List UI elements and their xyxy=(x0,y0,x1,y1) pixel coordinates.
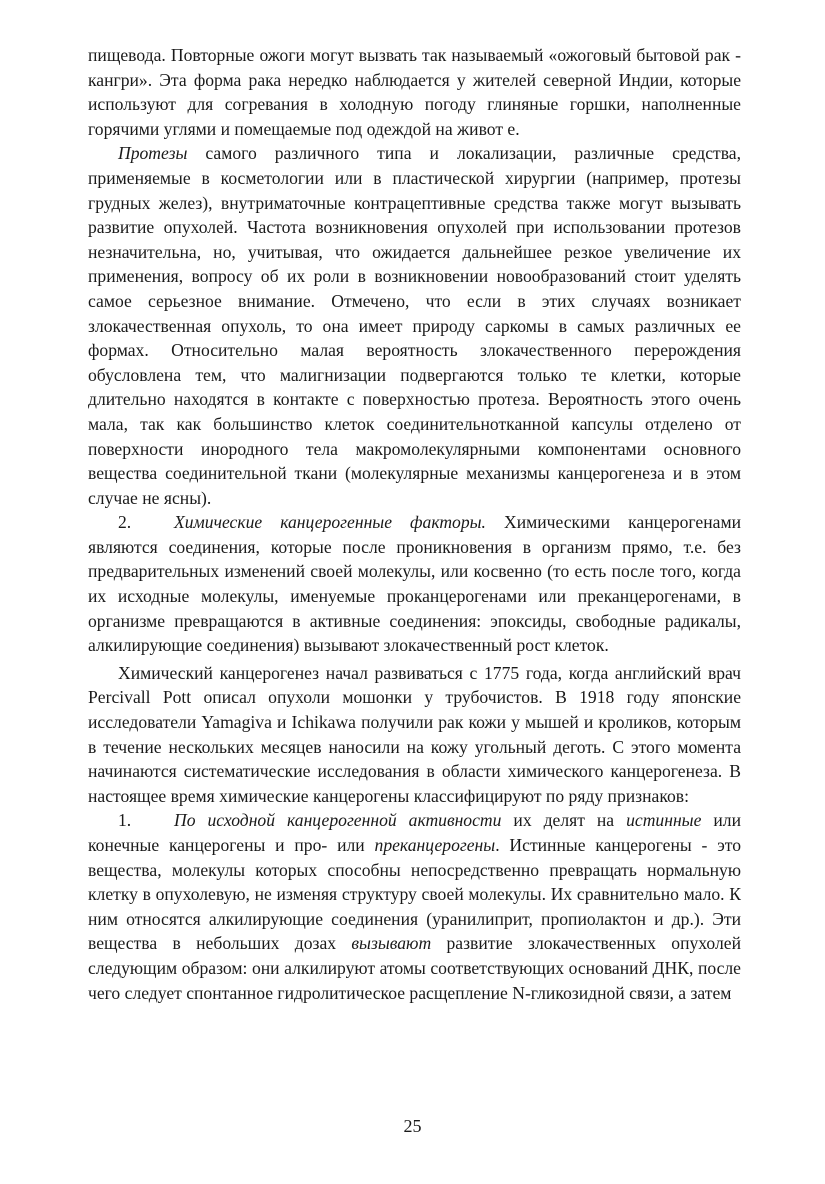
text-run: или конечные канцерогены и про- или xyxy=(88,810,741,855)
paragraph-body: Химическими канцерогенами являются соединения, которые после проникновения в организм прямо, т.е. без предварительных изменений своей молекулы, или косвенно (то есть после того, когда их исходные молекулы, именуемые проканцерогенами или преканцерогенами, в организме превращаются в активные соединения: эпоксиды, свободные радикалы, алкилирующие соединения) вызывают злокачественный рост клеток. xyxy=(88,512,741,656)
paragraph-chemical-factors xyxy=(88,510,741,658)
italic-term: Протезы xyxy=(118,143,188,164)
italic-term: преканцерогены xyxy=(374,835,496,855)
text-run: их делят на xyxy=(501,810,627,831)
italic-term: По исходной канцерогенной активности xyxy=(174,810,502,831)
body-text xyxy=(88,43,741,1005)
paragraph-burns: пищевода. Повторные ожоги могут вызвать так называемый «ожоговый бытовой рак - кангри». Эта форма рака нередко наблюдается у жителей северной Индии, которые используют для согревания в холодную погоду глиняные горшки, наполненные горячими углями и помещаемые под одеждой на живот е. xyxy=(88,45,741,139)
list-number: 2. xyxy=(118,512,132,533)
text-run: . Истинные канцерогены - это вещества, молекулы которых способны непосредственно превращать нормальную клетку в опухолевую, не изменяя структуру своей молекулы. Их сравнительно мало. К ним относятся алкилирующие соединения (уранилиприт, пропиолактон и др.). Эти вещества в небольших дозах xyxy=(88,835,741,954)
page-number: 25 xyxy=(403,1116,422,1136)
paragraph-prostheses xyxy=(88,141,741,510)
italic-term: Химические канцерогенные факторы. xyxy=(174,512,486,533)
italic-term: вызывают xyxy=(351,933,432,954)
paragraph-classification-1 xyxy=(88,808,741,1005)
text-run: развитие злокачественных опухолей следующим образом: они алкилируют атомы соответствующих оснований ДНК, после чего следует спонтанное гидролитическое расщепление N-гликозидной связи, а затем xyxy=(88,933,742,1003)
italic-term: истинные xyxy=(626,810,702,831)
paragraph-history: Химический канцерогенез начал развиваться с 1775 года, когда английский врач Percivall Pott описал опухоли мошонки у трубочистов. В 1918 году японские исследователи Yamagiva и Ichikawa получили рак кожи у мышей и кроликов, которым в течение нескольких месяцев наносили на кожу угольный деготь. С этого момента начинаются систематические исследования в области химического канцерогенеза. В настоящее время химические канцерогены классифицируют по ряду признаков: xyxy=(88,662,741,806)
list-number: 1. xyxy=(118,810,132,831)
paragraph-body: самого различного типа и локализации, различные средства, применяемые в косметологии или в пластической хирургии (например, протезы грудных желез), внутриматочные контрацептивные средства также могут вызывать развитие опухолей. Частота возникновения опухолей при использовании протезов незначительна, но, учитывая, что ожидается дальнейшее резкое увеличение их применения, вопросу об их роли в возникновении новообразований стоит уделять самое серьезное внимание. Отмечено, что если в этих случаях возникает злокачественная опухоль, то она имеет природу саркомы в самых различных ее формах. Относительно малая вероятность злокачественного перерождения обусловлена тем, что малигнизации подвергаются только те клетки, которые длительно находятся в контакте с поверхностью протеза. Вероятность этого очень мала, так как большинство клеток соединительнотканной капсулы отделено от поверхности инородного тела макромолекулярными компонентами основного вещества соединительной ткани (молекулярные механизмы канцерогенеза и в этом случае не ясны). xyxy=(88,143,741,508)
